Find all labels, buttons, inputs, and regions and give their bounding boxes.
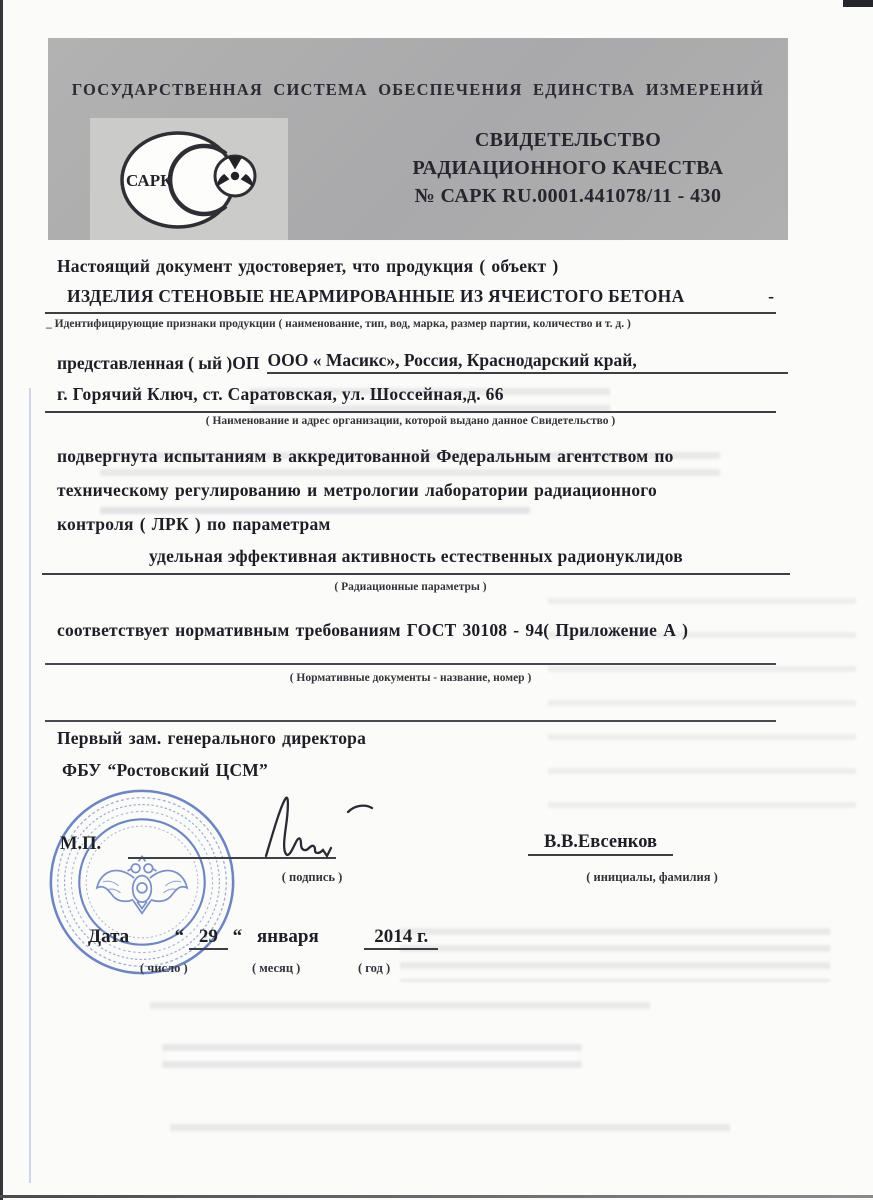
bleed-through-text <box>162 1040 582 1070</box>
title-line-3: № САРК RU.0001.441078/11 - 430 <box>414 185 722 207</box>
date-month: января <box>256 926 319 947</box>
organization-note: ( Наименование и адрес организации, которой выдано данное Свидетельство ) <box>205 415 616 427</box>
date-day: 29 <box>189 926 228 950</box>
product-field <box>45 286 776 314</box>
product-dash: - <box>768 286 774 306</box>
year-note: ( год ) <box>358 961 391 975</box>
presented-field <box>57 348 788 374</box>
signer-name: В.В.Евсенков <box>528 832 673 853</box>
day-note: ( число ) <box>140 961 188 975</box>
scan-corner-mark <box>843 0 873 7</box>
official-stamp <box>44 784 240 980</box>
month-note: ( месяц ) <box>252 961 301 975</box>
divider-line <box>45 720 776 722</box>
sark-logo-graphic <box>90 118 288 240</box>
scan-edge-left <box>0 0 3 1200</box>
double-headed-eagle-icon <box>97 857 187 914</box>
bleed-through-text <box>400 924 830 982</box>
name-note: ( инициалы, фамилия ) <box>586 870 718 884</box>
scan-edge-bottom <box>0 1195 873 1198</box>
date-label: Дата <box>88 926 130 947</box>
tested-line-2: техническому регулированию и метрологии лаборатории радиационного <box>57 480 657 500</box>
certificate-title <box>338 126 798 210</box>
product-note: _ Идентифицирующие признаки продукции ( наименование, тип, вод, марка, размер партии, количество и т. д. ) <box>46 318 631 330</box>
signer-position-1: Первый зам. генерального директора <box>57 728 367 748</box>
organization-name: ООО « Масикс», Россия, Краснодарский край, <box>267 350 636 374</box>
parameter-field: удельная эффективная активность естественных радионуклидов <box>42 546 790 575</box>
bleed-through-text <box>170 1120 730 1136</box>
stamp-place-label: М.П. <box>60 834 102 854</box>
title-line-2: РАДИАЦИОННОГО КАЧЕСТВА <box>412 157 724 179</box>
organization-address: г. Горячий Ключ, ст. Саратовская, ул. Шоссейная,д. 66 <box>57 384 504 404</box>
parameter-note: ( Радиационные параметры ) <box>334 581 487 593</box>
normative-underline <box>45 663 776 665</box>
gost-system-line: ГОСУДАРСТВЕННАЯ СИСТЕМА ОБЕСПЕЧЕНИЯ ЕДИНСТВА ИЗМЕРЕНИЙ <box>71 80 765 99</box>
signer-position-2: ФБУ “Ростовский ЦСМ” <box>62 760 268 780</box>
tested-line-3: контроля ( ЛРК ) по параметрам <box>57 514 331 534</box>
sark-logo <box>90 118 288 240</box>
conformity-line: соответствует нормативным требованиям ГОСТ 30108 - 94( Приложение А ) <box>57 620 689 640</box>
field-underline <box>637 348 788 374</box>
title-line-1: СВИДЕТЕЛЬСТВО <box>474 129 662 151</box>
tested-line-1: подвергнута испытаниям в аккредитованной Федеральным агентством по <box>57 446 674 466</box>
product-name: ИЗДЕЛИЯ СТЕНОВЫЕ НЕАРМИРОВАННЫЕ ИЗ ЯЧЕИСТОГО БЕТОНА <box>67 286 685 306</box>
quote-open: “ <box>174 926 185 947</box>
quote-close: “ <box>232 926 243 947</box>
date-year: 2014 г. <box>364 926 438 950</box>
address-field <box>45 384 776 413</box>
bleed-through-text <box>150 998 650 1014</box>
normative-note: ( Нормативные документы - название, номер ) <box>289 672 532 684</box>
handwritten-signature <box>252 790 382 862</box>
scan-fold-line <box>29 388 31 1183</box>
signature-note: ( подпись ) <box>281 870 343 884</box>
logo-sark-text: САРК <box>126 171 173 190</box>
header-band <box>48 38 788 240</box>
date-line <box>88 926 438 948</box>
intro-line: Настоящий документ удостоверяет, что продукция ( объект ) <box>57 256 559 276</box>
presented-prefix: представленная ( ый )ОП <box>57 353 260 373</box>
